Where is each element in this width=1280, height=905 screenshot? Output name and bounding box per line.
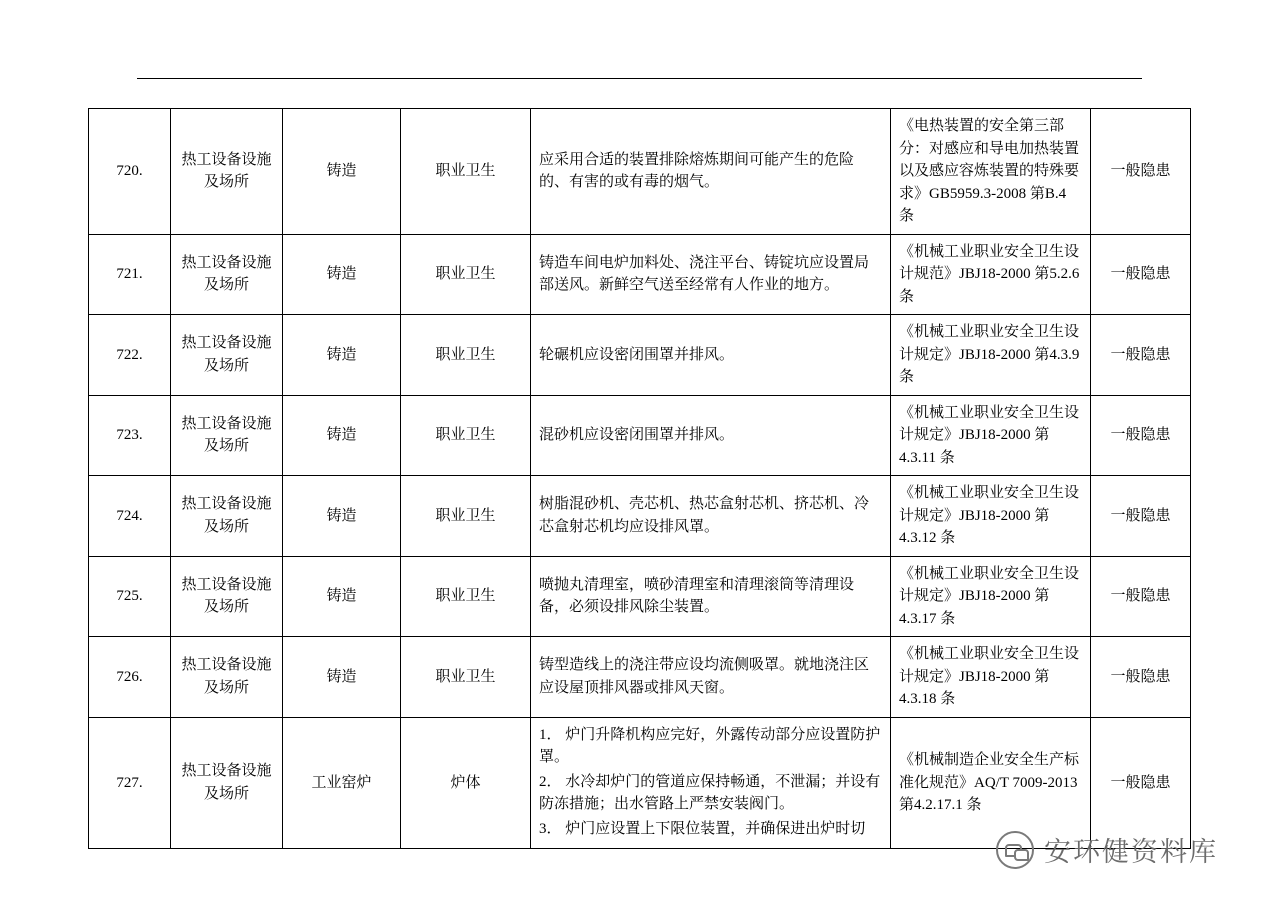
row-category: 热工设备设施及场所 [171, 315, 283, 396]
wechat-logo-icon [996, 831, 1034, 869]
row-level: 一般隐患 [1091, 556, 1191, 637]
row-type: 职业卫生 [401, 637, 531, 718]
row-number: 720. [89, 109, 171, 235]
table-row [89, 109, 1191, 235]
row-level: 一般隐患 [1091, 476, 1191, 557]
row-category: 热工设备设施及场所 [171, 395, 283, 476]
list-item: 3． 炉门应设置上下限位装置，并确保进出炉时切 [539, 820, 866, 837]
table-row [89, 637, 1191, 718]
row-category: 热工设备设施及场所 [171, 637, 283, 718]
description-list [539, 724, 882, 841]
row-standard: 《机械制造企业安全生产标准化规范》AQ/T 7009-2013 第4.2.17.1 条 [891, 717, 1091, 849]
row-description: 轮碾机应设密闭围罩并排风。 [531, 315, 891, 396]
row-process: 铸造 [283, 109, 401, 235]
row-description: 混砂机应设密闭围罩并排风。 [531, 395, 891, 476]
row-description: 铸型造线上的浇注带应设均流侧吸罩。就地浇注区应设屋顶排风器或排风天窗。 [531, 637, 891, 718]
row-number: 721. [89, 234, 171, 315]
row-level: 一般隐患 [1091, 234, 1191, 315]
table-row [89, 476, 1191, 557]
header-divider [137, 78, 1142, 79]
row-type: 职业卫生 [401, 315, 531, 396]
row-process: 铸造 [283, 395, 401, 476]
row-standard: 《机械工业职业安全卫生设计规范》JBJ18-2000 第5.2.6 条 [891, 234, 1091, 315]
row-category: 热工设备设施及场所 [171, 476, 283, 557]
watermark [996, 830, 1218, 869]
row-type: 职业卫生 [401, 556, 531, 637]
row-level: 一般隐患 [1091, 637, 1191, 718]
row-process: 铸造 [283, 315, 401, 396]
row-description [531, 717, 891, 849]
row-type: 职业卫生 [401, 109, 531, 235]
row-standard: 《电热装置的安全第三部分：对感应和导电加热装置以及感应容炼装置的特殊要求》GB5959.3-2008 第B.4 条 [891, 109, 1091, 235]
table-row [89, 315, 1191, 396]
row-type: 炉体 [401, 717, 531, 849]
list-item: 1． 炉门升降机构应完好，外露传动部分应设置防护罩。 [539, 726, 881, 765]
row-description: 铸造车间电炉加料处、浇注平台、铸锭坑应设置局部送风。新鲜空气送至经常有人作业的地方。 [531, 234, 891, 315]
row-description: 应采用合适的装置排除熔炼期间可能产生的危险的、有害的或有毒的烟气。 [531, 109, 891, 235]
row-level: 一般隐患 [1091, 717, 1191, 849]
row-process: 工业窑炉 [283, 717, 401, 849]
table-row [89, 556, 1191, 637]
row-category: 热工设备设施及场所 [171, 234, 283, 315]
watermark-label: 安环健资料库 [1044, 837, 1218, 867]
row-standard: 《机械工业职业安全卫生设计规定》JBJ18-2000 第4.3.18 条 [891, 637, 1091, 718]
row-type: 职业卫生 [401, 234, 531, 315]
row-process: 铸造 [283, 637, 401, 718]
row-level: 一般隐患 [1091, 109, 1191, 235]
row-number: 724. [89, 476, 171, 557]
row-level: 一般隐患 [1091, 315, 1191, 396]
row-number: 726. [89, 637, 171, 718]
table-row [89, 234, 1191, 315]
row-standard: 《机械工业职业安全卫生设计规定》JBJ18-2000 第4.3.11 条 [891, 395, 1091, 476]
row-number: 722. [89, 315, 171, 396]
row-standard: 《机械工业职业安全卫生设计规定》JBJ18-2000 第4.3.17 条 [891, 556, 1091, 637]
inspection-table-container [88, 108, 1190, 849]
row-description: 树脂混砂机、壳芯机、热芯盒射芯机、挤芯机、冷芯盒射芯机均应设排风罩。 [531, 476, 891, 557]
row-number: 727. [89, 717, 171, 849]
row-category: 热工设备设施及场所 [171, 109, 283, 235]
row-number: 723. [89, 395, 171, 476]
row-standard: 《机械工业职业安全卫生设计规定》JBJ18-2000 第4.3.9 条 [891, 315, 1091, 396]
row-process: 铸造 [283, 234, 401, 315]
row-category: 热工设备设施及场所 [171, 717, 283, 849]
table-row [89, 717, 1191, 849]
row-number: 725. [89, 556, 171, 637]
row-type: 职业卫生 [401, 395, 531, 476]
row-level: 一般隐患 [1091, 395, 1191, 476]
table-row [89, 395, 1191, 476]
row-description: 喷抛丸清理室，喷砂清理室和清理滚筒等清理设备，必须设排风除尘装置。 [531, 556, 891, 637]
row-type: 职业卫生 [401, 476, 531, 557]
row-process: 铸造 [283, 476, 401, 557]
row-category: 热工设备设施及场所 [171, 556, 283, 637]
row-standard: 《机械工业职业安全卫生设计规定》JBJ18-2000 第4.3.12 条 [891, 476, 1091, 557]
inspection-table [88, 108, 1191, 849]
list-item: 2． 水冷却炉门的管道应保持畅通，不泄漏；并设有防冻措施；出水管路上严禁安装阀门。 [539, 773, 881, 812]
row-process: 铸造 [283, 556, 401, 637]
